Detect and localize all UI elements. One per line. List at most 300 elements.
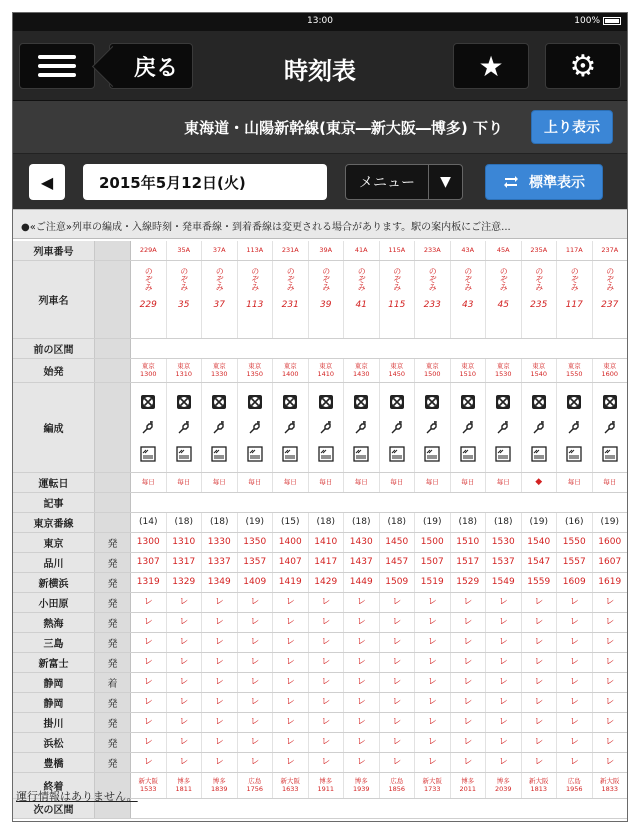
terminal-station: 新大阪 bbox=[529, 777, 549, 786]
station-time: レ bbox=[167, 753, 203, 772]
formation-cell bbox=[273, 383, 309, 472]
station-time: レ bbox=[486, 593, 522, 612]
station-time: レ bbox=[593, 733, 629, 752]
origin-cell bbox=[309, 359, 345, 382]
station-time: レ bbox=[415, 753, 451, 772]
formation-cell bbox=[344, 383, 380, 472]
operation-day: 毎日 bbox=[593, 473, 629, 492]
station-time: 1450 bbox=[380, 533, 416, 552]
formation-cell bbox=[131, 383, 167, 472]
station-time: レ bbox=[486, 733, 522, 752]
station-row bbox=[13, 653, 628, 673]
row-cells bbox=[131, 339, 628, 358]
date-field[interactable]: 2015年5月12日(火) bbox=[83, 164, 327, 200]
station-time: レ bbox=[167, 673, 203, 692]
track-number: (18) bbox=[451, 513, 487, 532]
favorite-button[interactable] bbox=[453, 43, 529, 89]
station-time: レ bbox=[522, 673, 558, 692]
station-row bbox=[13, 593, 628, 613]
outlet-plug-icon bbox=[424, 420, 440, 436]
terminal-cell bbox=[522, 773, 558, 798]
row-cells bbox=[131, 673, 628, 692]
origin-cell bbox=[202, 359, 238, 382]
origin-station: 東京 bbox=[248, 362, 262, 371]
origin-station: 東京 bbox=[212, 362, 226, 371]
menu-dropdown-label: メニュー bbox=[359, 175, 415, 191]
outlet-plug-icon bbox=[247, 420, 263, 436]
terminal-time: 1956 bbox=[565, 784, 583, 793]
origin-station: 東京 bbox=[354, 362, 368, 371]
train-number: 113A bbox=[238, 241, 274, 260]
row-header: 始発 bbox=[13, 359, 95, 382]
station-time: レ bbox=[522, 653, 558, 672]
back-button-label: 戻る bbox=[133, 55, 178, 81]
notice-banner: ●«ご注意»列車の編成・入線時刻・発車番線・到着番線は変更される場合があります。駅の案内板にご注意... bbox=[13, 209, 627, 239]
prev-date-button[interactable] bbox=[29, 164, 65, 200]
row-kind: 発 bbox=[95, 633, 131, 652]
station-time: レ bbox=[522, 753, 558, 772]
n700-train-icon bbox=[566, 446, 582, 462]
station-time: レ bbox=[415, 733, 451, 752]
row-cells bbox=[131, 633, 628, 652]
no-smoking-icon bbox=[176, 394, 192, 410]
operation-day: 毎日 bbox=[309, 473, 345, 492]
station-time: レ bbox=[593, 673, 629, 692]
station-time: 1409 bbox=[238, 573, 274, 592]
track-number: (18) bbox=[380, 513, 416, 532]
station-time: 1419 bbox=[273, 573, 309, 592]
station-time: レ bbox=[451, 733, 487, 752]
battery-percent: 100% bbox=[574, 16, 600, 26]
terminal-station: 博多 bbox=[496, 777, 510, 786]
train-name-number: 43 bbox=[462, 300, 474, 310]
train-name-number: 113 bbox=[246, 300, 264, 310]
station-time: レ bbox=[202, 673, 238, 692]
station-time: レ bbox=[238, 713, 274, 732]
row-header: 品川 bbox=[13, 553, 95, 572]
row-kind: 発 bbox=[95, 573, 131, 592]
station-time: 1407 bbox=[273, 553, 309, 572]
outlet-plug-icon bbox=[282, 420, 298, 436]
row-header: 次の区間 bbox=[13, 799, 95, 818]
station-time: レ bbox=[167, 653, 203, 672]
formation-cell bbox=[167, 383, 203, 472]
row-kind: 発 bbox=[95, 693, 131, 712]
menu-dropdown[interactable] bbox=[345, 164, 463, 200]
station-time: 1509 bbox=[380, 573, 416, 592]
row-header: 終着 bbox=[13, 773, 95, 798]
train-name-kana: のぞみ bbox=[534, 267, 544, 291]
row-kind bbox=[95, 241, 131, 260]
row-kind bbox=[95, 493, 131, 512]
no-smoking-icon bbox=[247, 394, 263, 410]
row-header: 浜松 bbox=[13, 733, 95, 752]
terminal-time: 2039 bbox=[494, 784, 512, 793]
station-time: 1559 bbox=[522, 573, 558, 592]
origin-cell bbox=[415, 359, 451, 382]
row-kind: 発 bbox=[95, 753, 131, 772]
row-cells bbox=[131, 799, 628, 818]
station-time: レ bbox=[451, 693, 487, 712]
station-row bbox=[13, 713, 628, 733]
train-name-number: 41 bbox=[355, 300, 367, 310]
station-time: 1350 bbox=[238, 533, 274, 552]
no-smoking-icon bbox=[353, 394, 369, 410]
origin-time: 1530 bbox=[494, 369, 512, 378]
row-kind bbox=[95, 473, 131, 492]
station-time: レ bbox=[522, 593, 558, 612]
train-name-number: 231 bbox=[281, 300, 299, 310]
station-time: レ bbox=[451, 593, 487, 612]
station-time: レ bbox=[557, 653, 593, 672]
station-time: レ bbox=[451, 613, 487, 632]
train-name bbox=[344, 261, 380, 338]
origin-cell bbox=[167, 359, 203, 382]
operation-day: 毎日 bbox=[273, 473, 309, 492]
train-number: 45A bbox=[486, 241, 522, 260]
train-number: 229A bbox=[131, 241, 167, 260]
station-time: レ bbox=[522, 733, 558, 752]
station-time: レ bbox=[557, 733, 593, 752]
outlet-plug-icon bbox=[531, 420, 547, 436]
station-time: レ bbox=[380, 613, 416, 632]
station-time: レ bbox=[238, 633, 274, 652]
terminal-cell bbox=[557, 773, 593, 798]
n700-train-icon bbox=[389, 446, 405, 462]
terminal-time: 1533 bbox=[139, 784, 157, 793]
row-cells bbox=[131, 493, 628, 512]
origin-time: 1300 bbox=[139, 369, 157, 378]
station-time: レ bbox=[167, 713, 203, 732]
service-info-link[interactable]: 運行情報はありません。 bbox=[16, 790, 138, 803]
terminal-time: 1939 bbox=[352, 784, 370, 793]
gear-icon: ⚙ bbox=[569, 48, 597, 84]
station-time: レ bbox=[167, 593, 203, 612]
station-time: レ bbox=[344, 673, 380, 692]
operation-day: 毎日 bbox=[202, 473, 238, 492]
origin-cell bbox=[593, 359, 629, 382]
station-time: レ bbox=[593, 633, 629, 652]
operation-day: 毎日 bbox=[344, 473, 380, 492]
train-name-kana: のぞみ bbox=[499, 267, 509, 291]
origin-station: 東京 bbox=[390, 362, 404, 371]
origin-station: 東京 bbox=[567, 362, 581, 371]
track-number: (18) bbox=[167, 513, 203, 532]
operation-day: 毎日 bbox=[557, 473, 593, 492]
train-name-number: 45 bbox=[497, 300, 509, 310]
outlet-plug-icon bbox=[353, 420, 369, 436]
remarks-row bbox=[13, 493, 628, 513]
train-name bbox=[380, 261, 416, 338]
terminal-station: 広島 bbox=[248, 777, 262, 786]
station-time: 1507 bbox=[415, 553, 451, 572]
n700-train-icon bbox=[353, 446, 369, 462]
terminal-station: 博多 bbox=[319, 777, 333, 786]
operation-day: 毎日 bbox=[415, 473, 451, 492]
no-smoking-icon bbox=[566, 394, 582, 410]
chevron-down-icon: ▼ bbox=[428, 165, 462, 199]
station-time: レ bbox=[131, 693, 167, 712]
row-cells bbox=[131, 473, 628, 492]
train-name bbox=[451, 261, 487, 338]
hamburger-menu-button[interactable] bbox=[19, 43, 95, 89]
station-time: 1549 bbox=[486, 573, 522, 592]
station-time: 1609 bbox=[557, 573, 593, 592]
outlet-plug-icon bbox=[602, 420, 618, 436]
origin-cell bbox=[522, 359, 558, 382]
row-kind bbox=[95, 513, 131, 532]
station-time: 1417 bbox=[309, 553, 345, 572]
station-time: レ bbox=[557, 593, 593, 612]
origin-time: 1430 bbox=[352, 369, 370, 378]
origin-station: 東京 bbox=[603, 362, 617, 371]
origin-time: 1410 bbox=[317, 369, 335, 378]
row-header: 東京 bbox=[13, 533, 95, 552]
terminal-station: 新大阪 bbox=[280, 777, 300, 786]
train-name-kana: のぞみ bbox=[179, 267, 189, 291]
formation-cell bbox=[309, 383, 345, 472]
row-header: 列車名 bbox=[13, 261, 95, 338]
station-time: 1349 bbox=[202, 573, 238, 592]
station-row bbox=[13, 753, 628, 773]
station-time: レ bbox=[593, 753, 629, 772]
page-title: 時刻表 bbox=[284, 57, 356, 85]
row-cells bbox=[131, 241, 628, 260]
back-button[interactable] bbox=[109, 43, 193, 89]
station-time: レ bbox=[380, 673, 416, 692]
station-time: 1337 bbox=[202, 553, 238, 572]
train-number: 237A bbox=[593, 241, 629, 260]
station-time: レ bbox=[451, 713, 487, 732]
station-time: レ bbox=[344, 653, 380, 672]
terminal-station: 新大阪 bbox=[422, 777, 442, 786]
no-smoking-icon bbox=[211, 394, 227, 410]
station-time: 1429 bbox=[309, 573, 345, 592]
station-time: レ bbox=[344, 693, 380, 712]
station-time: 1557 bbox=[557, 553, 593, 572]
station-time: 1357 bbox=[238, 553, 274, 572]
station-time: 1607 bbox=[593, 553, 629, 572]
station-time: レ bbox=[593, 713, 629, 732]
row-header: 新富士 bbox=[13, 653, 95, 672]
train-name-kana: のぞみ bbox=[428, 267, 438, 291]
station-time: レ bbox=[593, 613, 629, 632]
train-name-kana: のぞみ bbox=[286, 267, 296, 291]
train-number: 115A bbox=[380, 241, 416, 260]
track-number: (19) bbox=[522, 513, 558, 532]
train-name-kana: のぞみ bbox=[215, 267, 225, 291]
train-name bbox=[309, 261, 345, 338]
up-direction-button[interactable]: 上り表示 bbox=[531, 110, 613, 144]
operation-day: ◆ bbox=[522, 473, 558, 492]
train-name-number: 39 bbox=[320, 300, 332, 310]
train-number: 43A bbox=[451, 241, 487, 260]
standard-view-button[interactable] bbox=[485, 164, 603, 200]
train-name-kana: のぞみ bbox=[144, 267, 154, 291]
station-time: レ bbox=[273, 693, 309, 712]
formation-cell bbox=[522, 383, 558, 472]
row-cells bbox=[131, 533, 628, 552]
train-name-number: 37 bbox=[213, 300, 225, 310]
track-number: (15) bbox=[273, 513, 309, 532]
terminal-time: 1856 bbox=[388, 784, 406, 793]
train-name-number: 229 bbox=[139, 300, 157, 310]
train-name-number: 233 bbox=[423, 300, 441, 310]
station-time: レ bbox=[344, 733, 380, 752]
operation-day: 毎日 bbox=[131, 473, 167, 492]
n700-train-icon bbox=[282, 446, 298, 462]
station-time: レ bbox=[486, 653, 522, 672]
station-row bbox=[13, 673, 628, 693]
terminal-cell bbox=[202, 773, 238, 798]
origin-cell bbox=[273, 359, 309, 382]
train-name-row bbox=[13, 261, 628, 339]
station-time: 1530 bbox=[486, 533, 522, 552]
row-cells bbox=[131, 383, 628, 472]
n700-train-icon bbox=[247, 446, 263, 462]
terminal-station: 新大阪 bbox=[138, 777, 158, 786]
standard-view-label: 標準表示 bbox=[529, 175, 585, 191]
station-time: レ bbox=[309, 753, 345, 772]
station-time: レ bbox=[131, 673, 167, 692]
station-time: レ bbox=[415, 633, 451, 652]
station-time: レ bbox=[309, 593, 345, 612]
formation-cell bbox=[202, 383, 238, 472]
formation-cell bbox=[486, 383, 522, 472]
origin-time: 1400 bbox=[281, 369, 299, 378]
station-time: レ bbox=[557, 613, 593, 632]
station-time: レ bbox=[380, 753, 416, 772]
terminal-time: 1756 bbox=[246, 784, 264, 793]
station-time: レ bbox=[344, 633, 380, 652]
origin-station: 東京 bbox=[532, 362, 546, 371]
station-time: レ bbox=[557, 713, 593, 732]
row-kind: 発 bbox=[95, 533, 131, 552]
train-number: 233A bbox=[415, 241, 451, 260]
terminal-cell bbox=[451, 773, 487, 798]
no-smoking-icon bbox=[602, 394, 618, 410]
outlet-plug-icon bbox=[176, 420, 192, 436]
station-time: レ bbox=[309, 733, 345, 752]
track-number: (19) bbox=[593, 513, 629, 532]
station-time: レ bbox=[451, 653, 487, 672]
terminal-cell bbox=[486, 773, 522, 798]
status-time: 13:00 bbox=[307, 16, 333, 26]
station-time: レ bbox=[238, 753, 274, 772]
n700-train-icon bbox=[211, 446, 227, 462]
operation-day: 毎日 bbox=[380, 473, 416, 492]
n700-train-icon bbox=[495, 446, 511, 462]
station-time: レ bbox=[415, 693, 451, 712]
train-name-number: 117 bbox=[565, 300, 583, 310]
station-time: 1437 bbox=[344, 553, 380, 572]
row-cells bbox=[131, 733, 628, 752]
terminal-cell bbox=[344, 773, 380, 798]
row-header: 静岡 bbox=[13, 673, 95, 692]
origin-station: 東京 bbox=[141, 362, 155, 371]
terminal-station: 博多 bbox=[354, 777, 368, 786]
terminal-station: 博多 bbox=[461, 777, 475, 786]
terminal-time: 2011 bbox=[459, 784, 477, 793]
row-cells bbox=[131, 359, 628, 382]
row-kind bbox=[95, 339, 131, 358]
no-smoking-icon bbox=[389, 394, 405, 410]
track-number: (18) bbox=[309, 513, 345, 532]
row-header: 豊橋 bbox=[13, 753, 95, 772]
row-kind: 着 bbox=[95, 673, 131, 692]
settings-button[interactable] bbox=[545, 43, 621, 89]
no-smoking-icon bbox=[424, 394, 440, 410]
station-time: 1330 bbox=[202, 533, 238, 552]
row-kind: 発 bbox=[95, 713, 131, 732]
row-header: 掛川 bbox=[13, 713, 95, 732]
outlet-plug-icon bbox=[460, 420, 476, 436]
train-name-kana: のぞみ bbox=[463, 267, 473, 291]
train-name-kana: のぞみ bbox=[392, 267, 402, 291]
terminal-cell bbox=[380, 773, 416, 798]
row-kind: 発 bbox=[95, 733, 131, 752]
train-name bbox=[557, 261, 593, 338]
station-time: レ bbox=[202, 693, 238, 712]
train-number: 231A bbox=[273, 241, 309, 260]
row-cells bbox=[131, 261, 628, 338]
station-time: 1547 bbox=[522, 553, 558, 572]
station-time: 1430 bbox=[344, 533, 380, 552]
repeat-icon bbox=[503, 175, 519, 189]
station-time: レ bbox=[557, 673, 593, 692]
train-name-number: 237 bbox=[601, 300, 619, 310]
origin-cell bbox=[344, 359, 380, 382]
station-row bbox=[13, 633, 628, 653]
station-time: レ bbox=[486, 713, 522, 732]
row-cells bbox=[131, 553, 628, 572]
station-time: レ bbox=[486, 753, 522, 772]
station-time: レ bbox=[273, 713, 309, 732]
track-number: (16) bbox=[557, 513, 593, 532]
terminal-station: 広島 bbox=[390, 777, 404, 786]
no-smoking-icon bbox=[318, 394, 334, 410]
origin-time: 1330 bbox=[210, 369, 228, 378]
station-time: レ bbox=[344, 753, 380, 772]
outlet-plug-icon bbox=[211, 420, 227, 436]
row-cells bbox=[131, 613, 628, 632]
station-time: レ bbox=[131, 713, 167, 732]
terminal-cell bbox=[309, 773, 345, 798]
station-time: レ bbox=[522, 633, 558, 652]
station-time: 1319 bbox=[131, 573, 167, 592]
train-name bbox=[415, 261, 451, 338]
station-row bbox=[13, 733, 628, 753]
origin-time: 1600 bbox=[601, 369, 619, 378]
origin-row bbox=[13, 359, 628, 383]
station-time: レ bbox=[522, 693, 558, 712]
n700-train-icon bbox=[140, 446, 156, 462]
outlet-plug-icon bbox=[566, 420, 582, 436]
station-time: レ bbox=[202, 713, 238, 732]
no-smoking-icon bbox=[460, 394, 476, 410]
station-time: レ bbox=[557, 693, 593, 712]
n700-train-icon bbox=[460, 446, 476, 462]
origin-time: 1310 bbox=[175, 369, 193, 378]
row-cells bbox=[131, 753, 628, 772]
station-row bbox=[13, 533, 628, 553]
station-time: レ bbox=[486, 613, 522, 632]
row-kind bbox=[95, 261, 131, 338]
row-header: 静岡 bbox=[13, 693, 95, 712]
station-time: レ bbox=[593, 693, 629, 712]
terminal-time: 1839 bbox=[210, 784, 228, 793]
formation-cell bbox=[238, 383, 274, 472]
